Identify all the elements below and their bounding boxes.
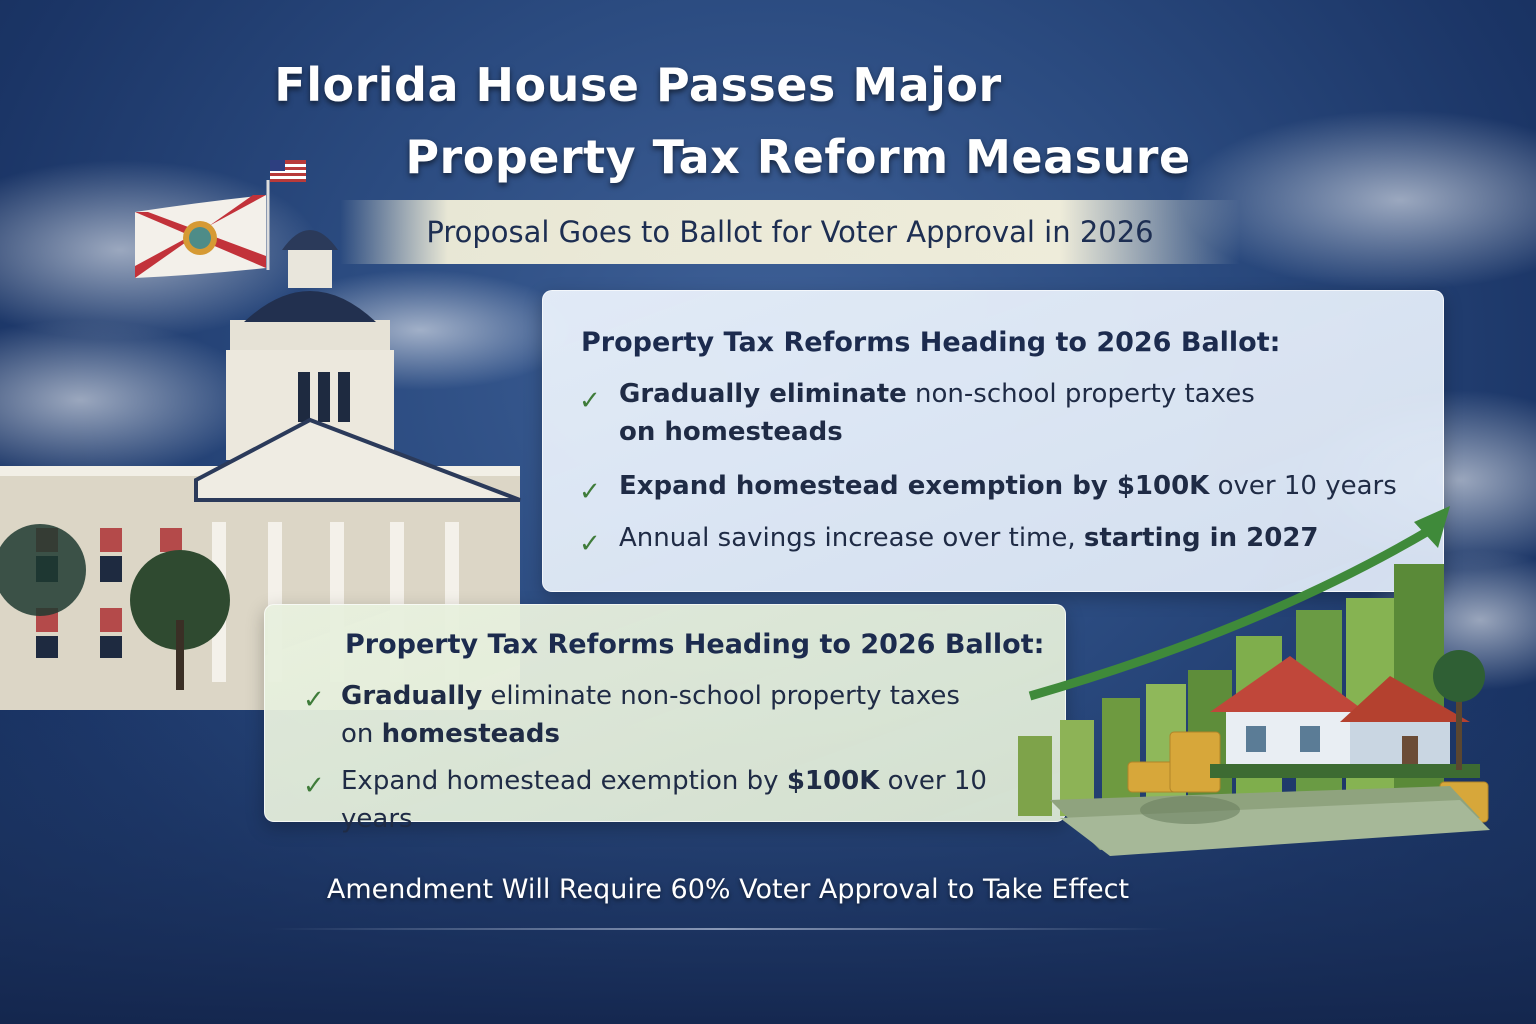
- arrow-head-icon: [1414, 506, 1450, 548]
- check-icon: ✓: [579, 529, 601, 559]
- list-item: Expand homestead exemption by $100K over 10 years: [341, 766, 987, 834]
- subtitle-banner: [340, 200, 1240, 264]
- check-icon: ✓: [303, 771, 325, 801]
- reform-panel-secondary: [264, 604, 1066, 834]
- subtitle-text: Proposal Goes to Ballot for Voter Approval in 2026: [426, 215, 1154, 249]
- list-item: Gradually eliminate non-school property taxes on homesteads: [341, 681, 960, 749]
- check-icon: ✓: [579, 477, 601, 507]
- savings-growth-illustration: [1010, 500, 1536, 860]
- headline-line-1: Florida House Passes Major: [274, 58, 1002, 112]
- check-icon: ✓: [303, 685, 325, 715]
- footer-note: Amendment Will Require 60% Voter Approval to Take Effect: [326, 874, 1130, 905]
- footer-divider: [270, 928, 1170, 930]
- check-icon: ✓: [579, 386, 601, 416]
- panel-title: Property Tax Reforms Heading to 2026 Ballot:: [345, 629, 1045, 660]
- list-item: Annual savings increase over time, starting in 2027: [619, 523, 1319, 553]
- panel-title: Property Tax Reforms Heading to 2026 Ballot:: [581, 327, 1281, 358]
- florida-flag-icon: [135, 195, 266, 278]
- list-item: Expand homestead exemption by $100K over 10 years: [619, 471, 1397, 501]
- headline-line-2: Property Tax Reform Measure: [405, 130, 1191, 184]
- list-item: Gradually eliminate non-school property taxes on homesteads: [619, 379, 1255, 447]
